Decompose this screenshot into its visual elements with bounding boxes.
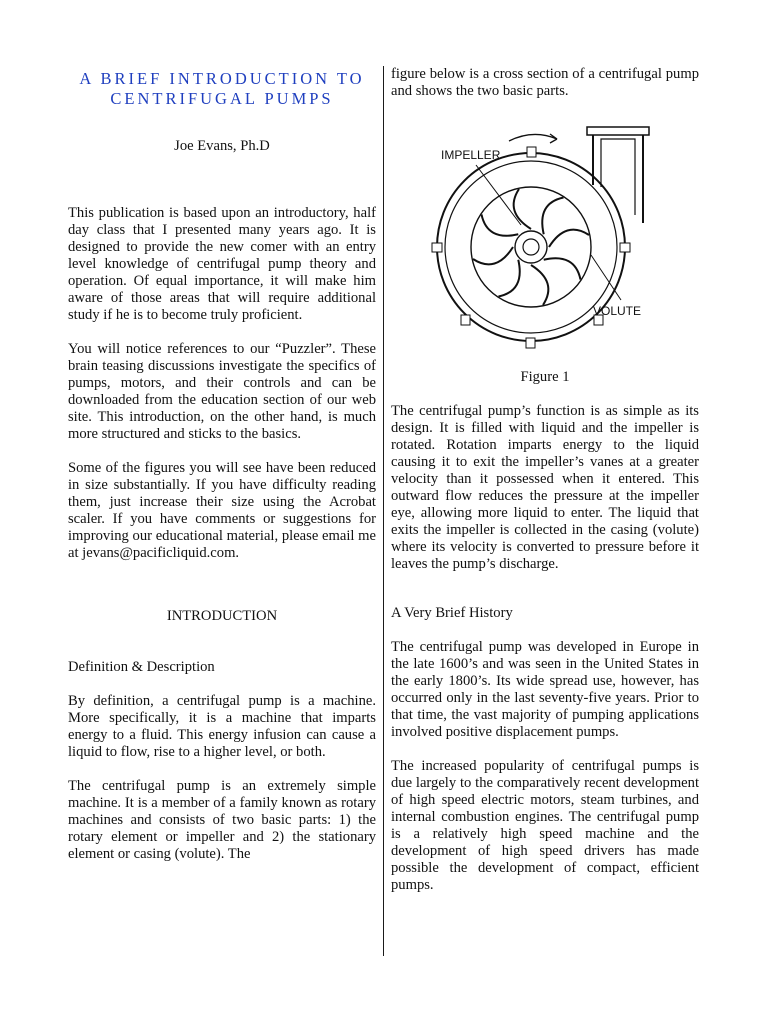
bolt-right xyxy=(620,243,630,252)
paragraph-figure-intro: figure below is a cross section of a centrifugal pump and shows the two basic parts. xyxy=(391,66,699,99)
author: Joe Evans, Ph.D xyxy=(174,138,270,154)
bolt-bottom-left xyxy=(461,315,470,325)
column-divider xyxy=(383,66,384,956)
pump-cross-section-diagram xyxy=(431,125,661,355)
bolt-top xyxy=(527,147,536,157)
title-line-2: CENTRIFUGAL PUMPS xyxy=(110,88,334,108)
right-column xyxy=(391,66,699,894)
paragraph-definition: By definition, a centrifugal pump is a machine. More specifically, it is a machine that imparts energy to a fluid. This energy infusion can cause a liquid to flow, rise to a higher level, or both. xyxy=(68,693,376,760)
volute-leader xyxy=(591,255,621,300)
impeller-label: IMPELLER xyxy=(441,148,501,162)
title-line-1: A BRIEF INTRODUCTION TO xyxy=(79,69,365,88)
paragraph-figures: Some of the figures you will see have been reduced in size substantially. If you have difficulty reading them, just increase their size using the Acrobat scaler. If you have comments or suggestions for improving our educational material, please email me at jevans@pacificliquid.com. xyxy=(68,460,376,561)
heading-history: A Very Brief History xyxy=(391,605,513,621)
discharge-flange xyxy=(587,127,649,135)
paragraph-function: The centrifugal pump’s function is as simple as its design. It is filled with liquid and the impeller is rotated. Rotation imparts energy to the liquid causing it to exit the impeller’s vanes at a greater velocity than it possessed when it entered. This outward flow reduces the pressure at the impeller eye, allowing more liquid to enter. The liquid that exits the impeller is collected in the casing (volute) where its velocity is converted to pressure before it leaves the pump’s discharge. xyxy=(391,403,699,572)
heading-introduction: INTRODUCTION xyxy=(166,608,278,624)
volute-label: VOLUTE xyxy=(593,304,642,318)
discharge-inner xyxy=(601,139,635,215)
paragraph-intro: This publication is based upon an introductory, half day class that I presented many years ago. It is designed to provide the new comer with an entry level knowledge of centrifugal pump theory and operation. Of equal importance, it will make him aware of those areas that will require additional study if he is to become truly proficient. xyxy=(68,205,376,323)
left-column xyxy=(68,66,376,863)
paragraph-puzzler: You will notice references to our “Puzzler”. These brain teasing discussions investigate the specifics of pumps, motors, and their controls and can be downloaded from the education section of our web site. This introduction, on the other hand, is much more structured and sticks to the basics. xyxy=(68,341,376,442)
impeller-eye xyxy=(515,231,547,263)
bolt-bottom xyxy=(526,338,535,348)
paragraph-popularity: The increased popularity of centrifugal pumps is due largely to the comparatively recent development of high speed electric motors, steam turbines, and internal combustion engines. The centrifugal pump is a relatively high speed machine and the development of high speed drivers has made possible the development of compact, efficient pumps. xyxy=(391,758,699,893)
pump-figure xyxy=(431,125,661,355)
rotation-arrowhead xyxy=(550,134,557,143)
heading-definition: Definition & Description xyxy=(68,659,215,675)
rotation-arrow xyxy=(509,134,557,141)
figure-caption: Figure 1 xyxy=(520,369,570,385)
paragraph-simple-machine: The centrifugal pump is an extremely simple machine. It is a member of a family known as rotary machines and consists of two basic parts: 1) the rotary element or impeller and 2) the stationary element or casing (volute). The xyxy=(68,778,376,862)
paragraph-history: The centrifugal pump was developed in Europe in the late 1600’s and was seen in the United States in the early 1800’s. Its wide spread use, however, has occurred only in the last seventy-five years. Prior to that time, the vast majority of pumping applications involved positive displacement pumps. xyxy=(391,639,699,740)
bolt-left xyxy=(432,243,442,252)
